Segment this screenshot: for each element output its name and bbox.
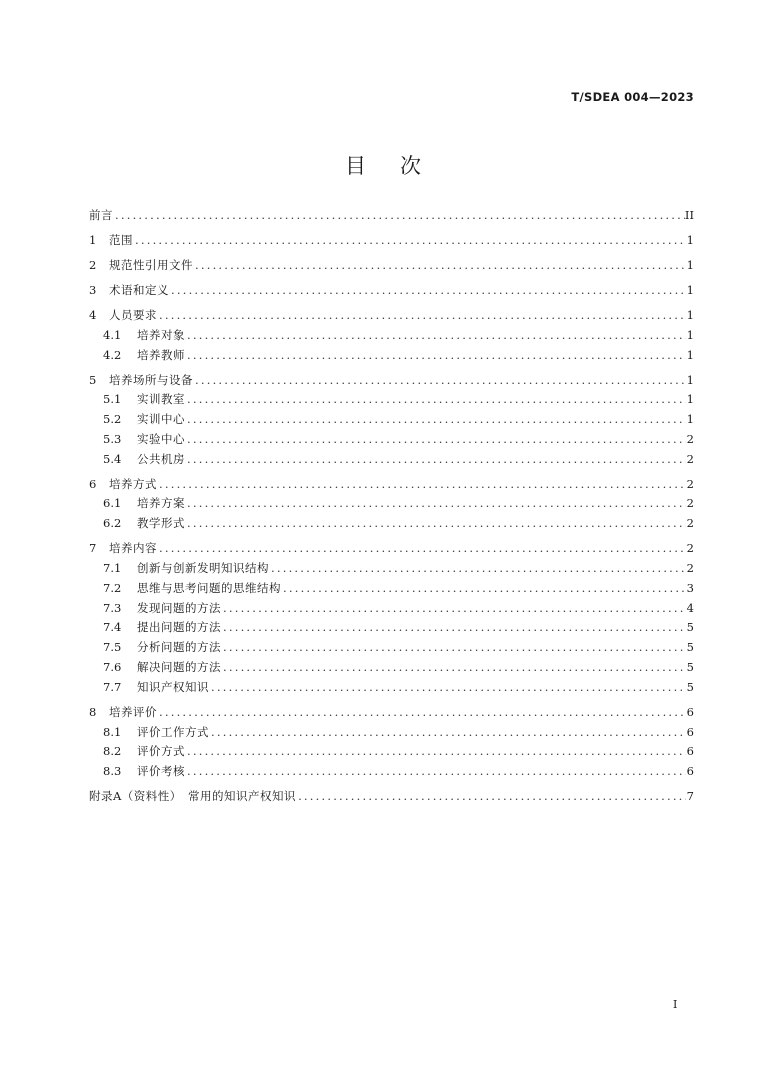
toc-leader-dots xyxy=(185,494,686,514)
toc-entry-number: 7.4 xyxy=(103,620,122,635)
toc-leader-dots xyxy=(185,450,686,470)
toc-entry[interactable] xyxy=(89,787,694,807)
toc-entry-label: 术语和定义 xyxy=(109,282,169,297)
toc-entry-number: 2 xyxy=(89,257,97,272)
table-of-contents xyxy=(89,206,694,807)
toc-title-char-1: 目 xyxy=(345,154,366,178)
toc-entry-page: 1 xyxy=(686,257,694,272)
toc-entry-number: 6.2 xyxy=(103,516,122,531)
toc-leader-dots xyxy=(221,599,686,619)
toc-leader-dots xyxy=(193,256,686,276)
toc-entry[interactable] xyxy=(89,703,694,723)
toc-leader-dots xyxy=(221,618,686,638)
toc-entry-page: 3 xyxy=(686,580,694,595)
toc-entry-page: 4 xyxy=(686,600,694,615)
toc-entry[interactable] xyxy=(89,346,694,366)
toc-entry-label: 思维与思考问题的思维结构 xyxy=(137,580,281,595)
toc-entry[interactable] xyxy=(89,559,694,579)
toc-entry[interactable] xyxy=(89,658,694,678)
toc-entry-number: 7.6 xyxy=(103,660,122,675)
page-number: I xyxy=(673,998,678,1011)
toc-entry[interactable] xyxy=(89,494,694,514)
toc-entry[interactable] xyxy=(89,281,694,301)
toc-entry-label: 人员要求 xyxy=(109,307,157,322)
toc-entry[interactable] xyxy=(89,390,694,410)
toc-entry-number: 4.2 xyxy=(103,347,122,362)
toc-entry-page: 6 xyxy=(686,724,694,739)
toc-leader-dots xyxy=(209,678,686,698)
toc-title-char-2: 次 xyxy=(400,154,421,178)
toc-leader-dots xyxy=(185,326,686,346)
toc-entry-label: 教学形式 xyxy=(137,516,185,531)
toc-entry-label: 知识产权知识 xyxy=(137,679,209,694)
toc-entry-label: 评价考核 xyxy=(137,764,185,779)
toc-leader-dots xyxy=(169,281,686,301)
toc-title xyxy=(0,150,766,180)
toc-entry-page: 5 xyxy=(686,620,694,635)
toc-entry-number: 7.7 xyxy=(103,679,122,694)
toc-entry-page: 2 xyxy=(686,451,694,466)
toc-leader-dots xyxy=(157,475,686,495)
toc-leader-dots xyxy=(185,762,686,782)
toc-entry-number: 6 xyxy=(89,476,97,491)
toc-entry-number: 7.1 xyxy=(103,561,122,576)
toc-entry[interactable] xyxy=(89,618,694,638)
toc-entry-label: 发现问题的方法 xyxy=(137,600,221,615)
toc-entry-number: 4 xyxy=(89,307,97,322)
toc-entry-number: 5.2 xyxy=(103,412,122,427)
toc-entry-label: 实训中心 xyxy=(137,412,185,427)
toc-leader-dots xyxy=(269,559,686,579)
toc-entry-page: 1 xyxy=(686,232,694,247)
toc-entry-number: 5.1 xyxy=(103,392,122,407)
toc-entry-number: 5.4 xyxy=(103,451,122,466)
toc-entry-number: 8.2 xyxy=(103,744,122,759)
toc-entry-number: 6.1 xyxy=(103,496,122,511)
toc-entry[interactable] xyxy=(89,256,694,276)
toc-entry-number: 5.3 xyxy=(103,431,122,446)
document-code: T/SDEA 004—2023 xyxy=(571,90,694,104)
toc-leader-dots xyxy=(113,206,685,226)
toc-entry[interactable] xyxy=(89,742,694,762)
toc-entry[interactable] xyxy=(89,475,694,495)
toc-leader-dots xyxy=(209,723,686,743)
toc-entry-number: 7.2 xyxy=(103,580,122,595)
toc-entry-label: 实验中心 xyxy=(137,431,185,446)
toc-leader-dots xyxy=(296,787,686,807)
toc-entry-page: 1 xyxy=(686,372,694,387)
toc-entry-page: II xyxy=(684,208,694,222)
toc-leader-dots xyxy=(133,231,686,251)
toc-entry-label: 培养教师 xyxy=(137,347,185,362)
toc-entry[interactable] xyxy=(89,514,694,534)
toc-entry-label: 规范性引用文件 xyxy=(109,257,193,272)
toc-entry-label: 培养场所与设备 xyxy=(109,372,193,387)
toc-entry-page: 2 xyxy=(686,561,694,576)
toc-leader-dots xyxy=(185,514,686,534)
toc-entry[interactable] xyxy=(89,599,694,619)
toc-entry-label: 解决问题的方法 xyxy=(137,660,221,675)
toc-entry-label: 创新与创新发明知识结构 xyxy=(137,561,269,576)
toc-entry-label: 评价方式 xyxy=(137,744,185,759)
toc-entry-label: 培养方式 xyxy=(109,476,157,491)
toc-entry-page: 2 xyxy=(686,476,694,491)
toc-leader-dots xyxy=(221,638,686,658)
toc-entry-page: 1 xyxy=(686,347,694,362)
toc-entry-page: 5 xyxy=(686,640,694,655)
toc-entry-label: 实训教室 xyxy=(137,392,185,407)
toc-entry[interactable] xyxy=(89,723,694,743)
toc-leader-dots xyxy=(185,742,686,762)
toc-leader-dots xyxy=(281,579,686,599)
toc-entry[interactable] xyxy=(89,326,694,346)
toc-entry-number: 8.1 xyxy=(103,724,122,739)
toc-entry-page: 5 xyxy=(686,679,694,694)
toc-entry-page: 1 xyxy=(686,282,694,297)
toc-leader-dots xyxy=(193,371,686,391)
toc-leader-dots xyxy=(185,430,686,450)
toc-leader-dots xyxy=(157,703,686,723)
toc-leader-dots xyxy=(157,539,686,559)
toc-entry-page: 1 xyxy=(686,392,694,407)
toc-entry-page: 2 xyxy=(686,541,694,556)
toc-entry-page: 6 xyxy=(686,764,694,779)
toc-entry[interactable] xyxy=(89,579,694,599)
toc-entry-page: 1 xyxy=(686,307,694,322)
toc-entry[interactable] xyxy=(89,306,694,326)
toc-entry[interactable] xyxy=(89,410,694,430)
toc-entry-number: 8 xyxy=(89,704,97,719)
toc-entry[interactable] xyxy=(89,450,694,470)
toc-entry-number: 3 xyxy=(89,282,97,297)
toc-entry-page: 2 xyxy=(686,516,694,531)
toc-leader-dots xyxy=(157,306,686,326)
toc-entry[interactable] xyxy=(89,539,694,559)
toc-leader-dots xyxy=(185,346,686,366)
toc-entry-label: 培养内容 xyxy=(109,541,157,556)
toc-leader-dots xyxy=(221,658,686,678)
toc-entry-page: 1 xyxy=(686,327,694,342)
toc-leader-dots xyxy=(185,390,686,410)
toc-entry-label: 公共机房 xyxy=(137,451,185,466)
toc-entry-label: 评价工作方式 xyxy=(137,724,209,739)
toc-entry-label: 附录A（资料性） 常用的知识产权知识 xyxy=(89,789,297,804)
toc-entry[interactable] xyxy=(89,638,694,658)
toc-entry-label: 提出问题的方法 xyxy=(137,620,221,635)
toc-entry[interactable] xyxy=(89,206,694,226)
toc-leader-dots xyxy=(185,410,686,430)
toc-entry-number: 7.5 xyxy=(103,640,122,655)
toc-entry-label: 分析问题的方法 xyxy=(137,640,221,655)
toc-entry-page: 6 xyxy=(686,704,694,719)
toc-entry[interactable] xyxy=(89,371,694,391)
toc-entry-number: 4.1 xyxy=(103,327,122,342)
toc-entry-label: 培养方案 xyxy=(137,496,185,511)
toc-entry-page: 7 xyxy=(686,789,694,804)
toc-entry-number: 5 xyxy=(89,372,97,387)
toc-entry-label: 培养评价 xyxy=(109,704,157,719)
toc-entry-label: 范围 xyxy=(109,232,133,247)
toc-entry-label: 前言 xyxy=(89,208,113,222)
toc-entry[interactable] xyxy=(89,762,694,782)
toc-entry-page: 6 xyxy=(686,744,694,759)
toc-entry-page: 2 xyxy=(686,496,694,511)
toc-entry-number: 7 xyxy=(89,541,97,556)
toc-entry[interactable] xyxy=(89,231,694,251)
toc-entry-page: 1 xyxy=(686,412,694,427)
toc-entry[interactable] xyxy=(89,430,694,450)
toc-entry-number: 7.3 xyxy=(103,600,122,615)
toc-entry[interactable] xyxy=(89,678,694,698)
toc-entry-number: 1 xyxy=(89,232,97,247)
toc-entry-page: 5 xyxy=(686,660,694,675)
toc-entry-label: 培养对象 xyxy=(137,327,185,342)
toc-entry-number: 8.3 xyxy=(103,764,122,779)
toc-entry-page: 2 xyxy=(686,431,694,446)
